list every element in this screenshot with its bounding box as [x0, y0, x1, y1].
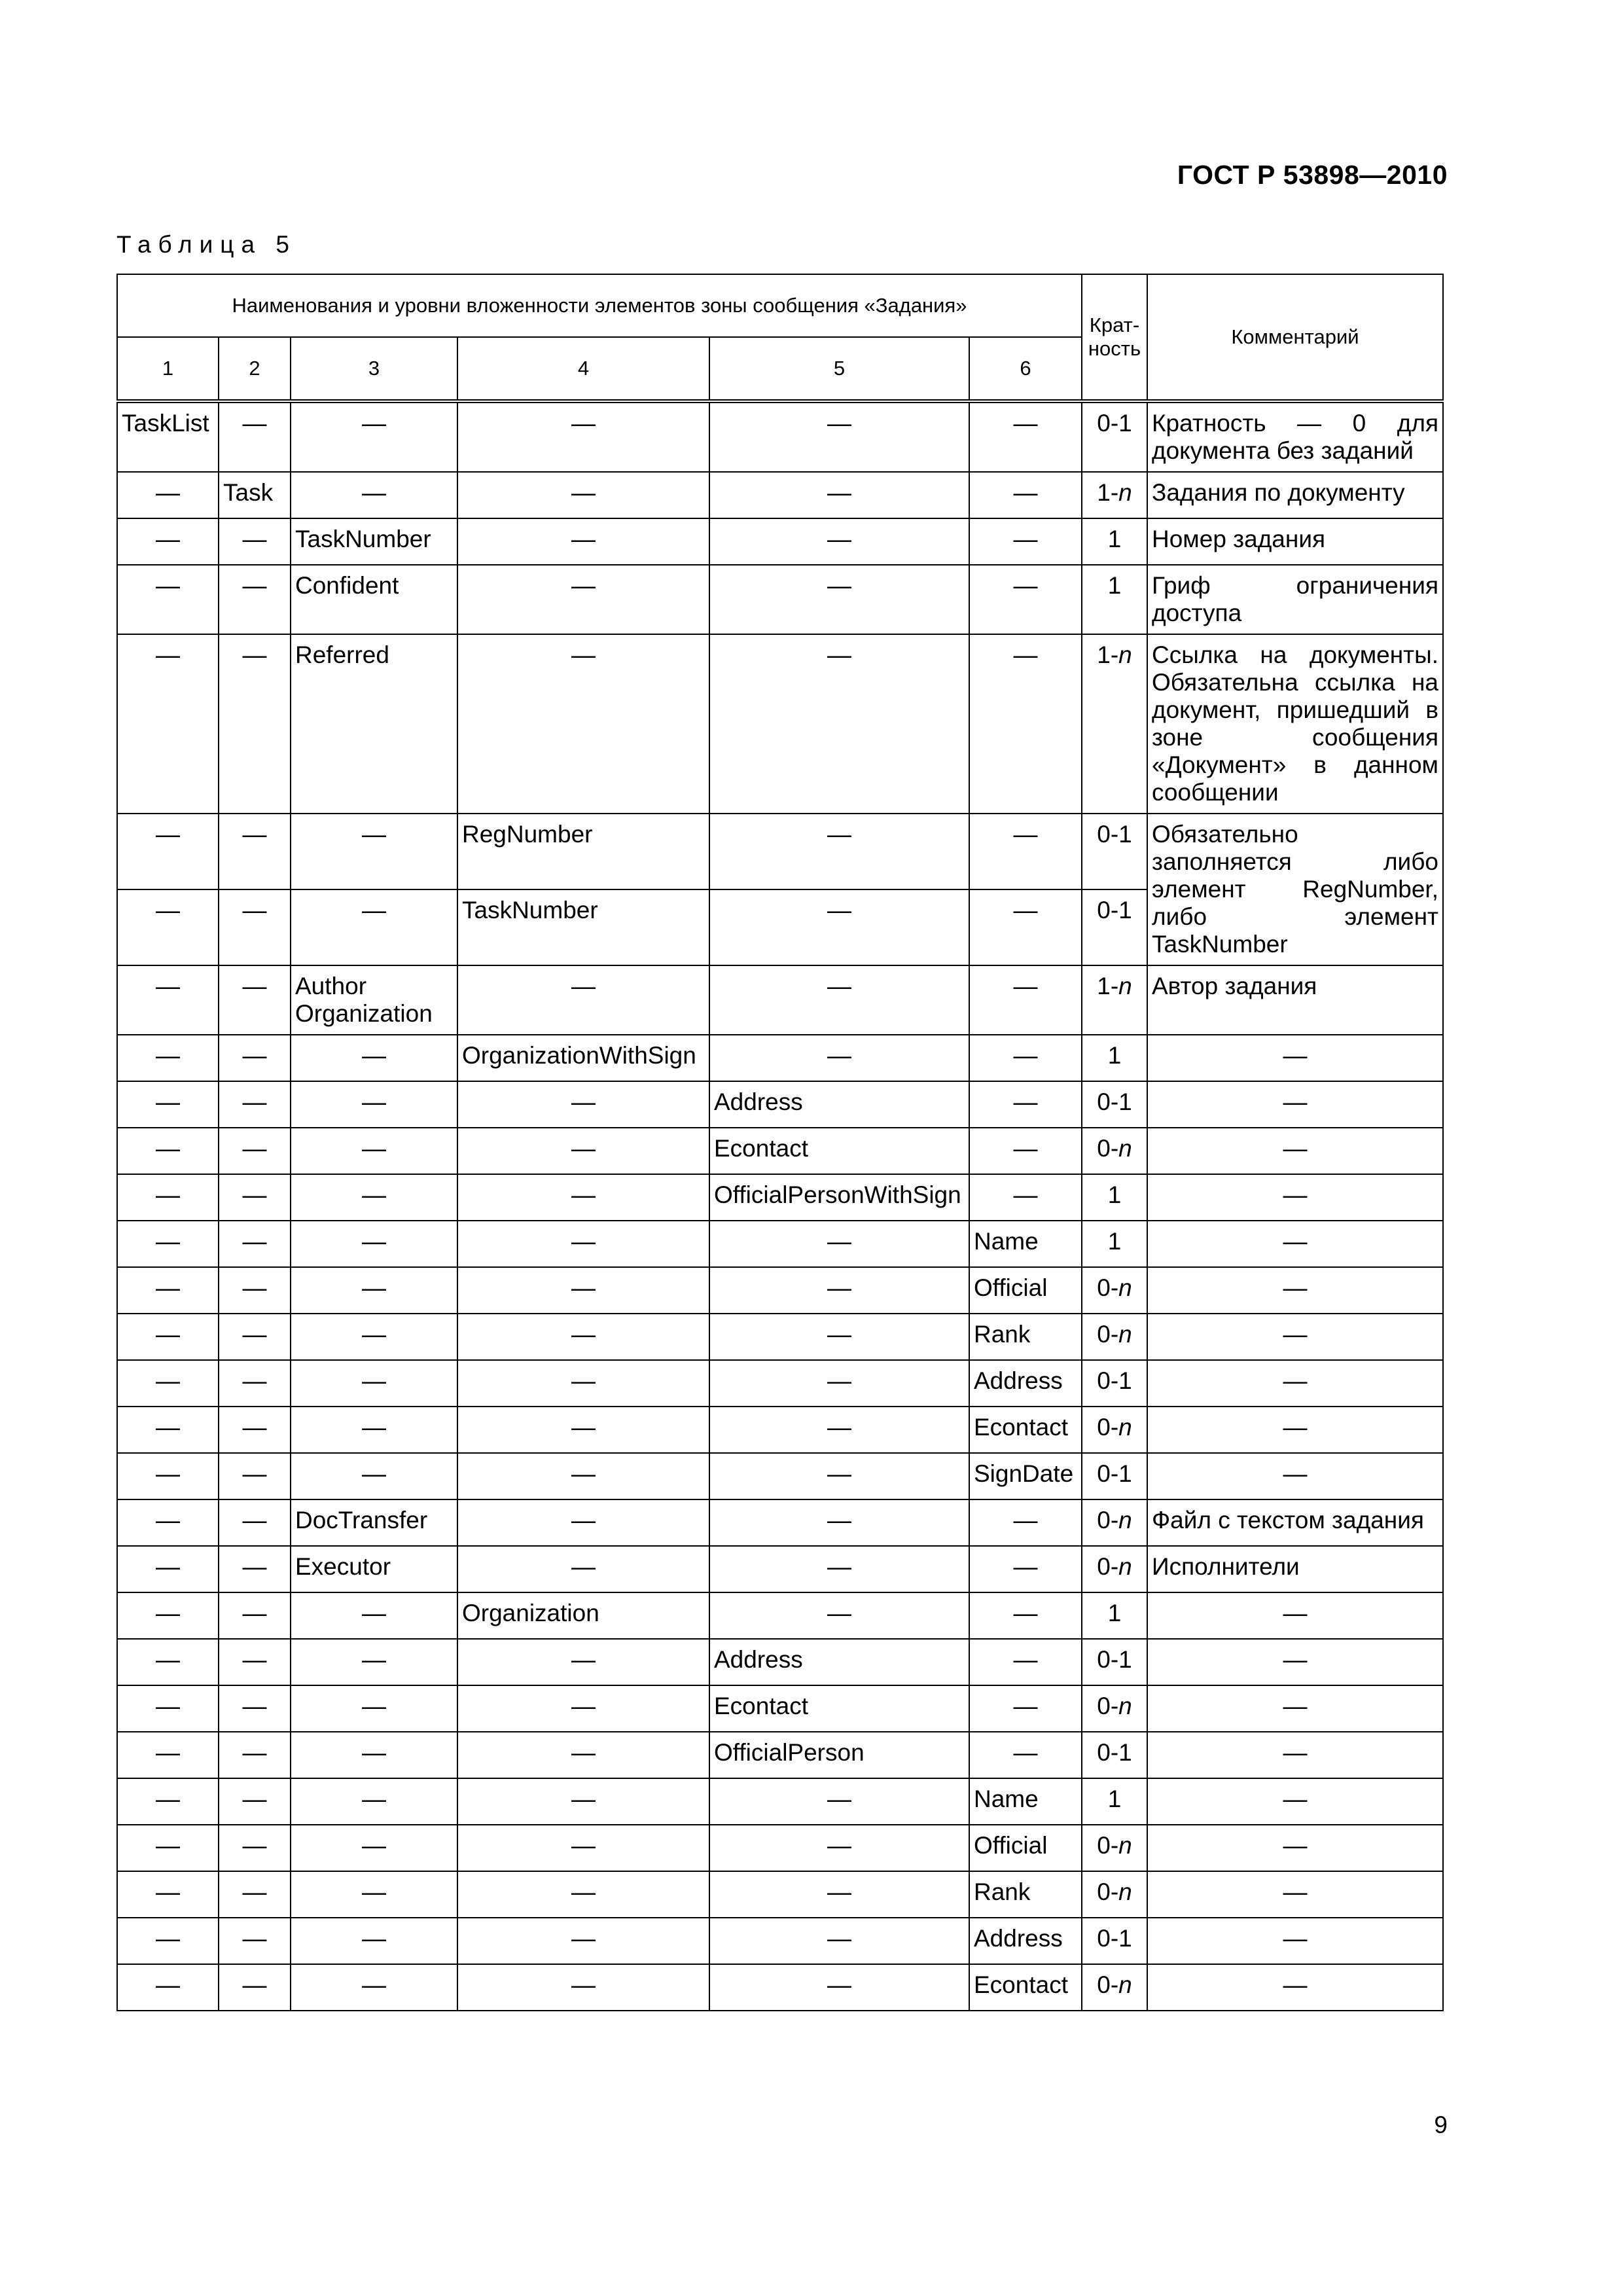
level-2-cell: —	[219, 1499, 291, 1546]
level-5-cell: OfficialPersonWithSign	[709, 1174, 969, 1221]
multiplicity-n: n	[1118, 1553, 1132, 1580]
multiplicity-cell: 1	[1082, 1174, 1147, 1221]
level-4-cell: —	[457, 1360, 709, 1407]
level-6-cell: —	[969, 814, 1082, 889]
level-6-cell: Name	[969, 1778, 1082, 1825]
table-row	[117, 634, 1443, 814]
table-row	[117, 1964, 1443, 2011]
level-4-cell: —	[457, 1964, 709, 2011]
level-1-cell: —	[117, 1825, 219, 1871]
level-4-cell: —	[457, 965, 709, 1035]
level-1-cell: —	[117, 814, 219, 889]
level-1-cell: —	[117, 1732, 219, 1778]
level-1-cell: —	[117, 1592, 219, 1639]
level-1-cell: —	[117, 565, 219, 634]
multiplicity-cell: 0-n	[1082, 1685, 1147, 1732]
level-4-cell: —	[457, 1732, 709, 1778]
level-4-cell: —	[457, 1081, 709, 1128]
multiplicity-cell: 1	[1082, 1592, 1147, 1639]
elements-table	[116, 274, 1444, 2011]
level-1-cell: —	[117, 1407, 219, 1453]
table-row	[117, 401, 1443, 472]
comment-cell: Номер задания	[1147, 518, 1443, 565]
level-6-cell: —	[969, 1685, 1082, 1732]
level-2-cell: —	[219, 1546, 291, 1592]
level-5-cell: —	[709, 1825, 969, 1871]
level-3-cell: —	[291, 1778, 457, 1825]
comment-cell: Кратность — 0 для документа без заданий	[1147, 401, 1443, 472]
level-4-cell: OrganizationWithSign	[457, 1035, 709, 1081]
comment-cell: Задания по документу	[1147, 472, 1443, 518]
level-4-cell: Organization	[457, 1592, 709, 1639]
level-6-cell: Address	[969, 1918, 1082, 1964]
level-2-cell: —	[219, 1081, 291, 1128]
multiplicity-cell: 0-1	[1082, 1732, 1147, 1778]
level-2-cell: —	[219, 889, 291, 965]
table-row	[117, 565, 1443, 634]
level-5-cell: —	[709, 1035, 969, 1081]
level-5-cell: —	[709, 472, 969, 518]
multiplicity-cell: 0-n	[1082, 1128, 1147, 1174]
level-2-cell: —	[219, 1778, 291, 1825]
level-5-cell: —	[709, 889, 969, 965]
level-6-cell: Econtact	[969, 1964, 1082, 2011]
level-1-cell: —	[117, 1964, 219, 2011]
multiplicity-cell: 0-n	[1082, 1964, 1147, 2011]
level-5-cell: —	[709, 1918, 969, 1964]
multiplicity-cell: 0-1	[1082, 1918, 1147, 1964]
comment-cell: Ссылка на документы. Обязательна ссылка на документ, пришедший в зоне сообщения «Документ» в данном сообщении	[1147, 634, 1443, 814]
comment-cell: —	[1147, 1964, 1443, 2011]
multiplicity-n: n	[1118, 641, 1132, 668]
comment-cell: —	[1147, 1407, 1443, 1453]
level-2-cell: —	[219, 1128, 291, 1174]
level-1-cell: —	[117, 472, 219, 518]
table-row	[117, 1778, 1443, 1825]
multiplicity-n: n	[1118, 1832, 1132, 1859]
level-3-cell: —	[291, 1128, 457, 1174]
table-row	[117, 1267, 1443, 1314]
level-3-cell: —	[291, 472, 457, 518]
level-6-cell: —	[969, 1592, 1082, 1639]
multiplicity-n: n	[1118, 1507, 1132, 1534]
level-2-cell: —	[219, 1453, 291, 1499]
multiplicity-n: n	[1118, 1274, 1132, 1301]
comment-cell: —	[1147, 1221, 1443, 1267]
table-row	[117, 1221, 1443, 1267]
level-6-cell: —	[969, 565, 1082, 634]
level-2-cell: —	[219, 1825, 291, 1871]
level-3-cell: —	[291, 1174, 457, 1221]
level-5-cell: —	[709, 401, 969, 472]
level-3-cell: —	[291, 1314, 457, 1360]
page-number: 9	[1434, 2111, 1448, 2138]
level-6-cell: Name	[969, 1221, 1082, 1267]
table-body	[117, 401, 1443, 2011]
level-4-cell: —	[457, 1685, 709, 1732]
level-4-cell: RegNumber	[457, 814, 709, 889]
level-6-cell: Address	[969, 1360, 1082, 1407]
level-5-cell: Address	[709, 1639, 969, 1685]
level-4-cell: —	[457, 565, 709, 634]
level-5-cell: —	[709, 518, 969, 565]
level-3-cell: —	[291, 1407, 457, 1453]
level-5-cell: —	[709, 1221, 969, 1267]
level-2-cell: —	[219, 1314, 291, 1360]
level-1-cell: TaskList	[117, 401, 219, 472]
level-5-cell: —	[709, 1314, 969, 1360]
level-4-cell: —	[457, 1453, 709, 1499]
level-3-cell: —	[291, 1825, 457, 1871]
level-6-cell: Official	[969, 1825, 1082, 1871]
table-row	[117, 1546, 1443, 1592]
table-caption: Таблица 5	[116, 231, 296, 258]
level-2-cell: —	[219, 1407, 291, 1453]
level-1-cell: —	[117, 1918, 219, 1964]
level-5-cell: —	[709, 1778, 969, 1825]
level-5-cell: —	[709, 1592, 969, 1639]
level-2-cell: —	[219, 1685, 291, 1732]
multiplicity-n: n	[1118, 1135, 1132, 1162]
level-2-cell: —	[219, 1592, 291, 1639]
level-3-cell: —	[291, 1964, 457, 2011]
level-4-cell: —	[457, 1778, 709, 1825]
level-6-cell: —	[969, 1499, 1082, 1546]
table-row	[117, 1825, 1443, 1871]
multiplicity-n: n	[1118, 1693, 1132, 1719]
level-3-cell: —	[291, 1918, 457, 1964]
level-2-cell: —	[219, 518, 291, 565]
table-row	[117, 1499, 1443, 1546]
multiplicity-cell: 1	[1082, 565, 1147, 634]
multiplicity-n: n	[1118, 1414, 1132, 1441]
table-row	[117, 1918, 1443, 1964]
level-3-cell: Executor	[291, 1546, 457, 1592]
table-row	[117, 518, 1443, 565]
table-row	[117, 1314, 1443, 1360]
comment-cell: —	[1147, 1314, 1443, 1360]
level-1-cell: —	[117, 1360, 219, 1407]
multiplicity-cell: 0-1	[1082, 1081, 1147, 1128]
level-1-cell: —	[117, 1639, 219, 1685]
level-6-cell: —	[969, 1174, 1082, 1221]
comment-cell: —	[1147, 1081, 1443, 1128]
multiplicity-cell: 1	[1082, 1035, 1147, 1081]
level-6-cell: —	[969, 518, 1082, 565]
level-1-cell: —	[117, 1453, 219, 1499]
level-2-cell: —	[219, 565, 291, 634]
multiplicity-n: n	[1118, 479, 1132, 506]
multiplicity-cell: 1-n	[1082, 965, 1147, 1035]
level-1-cell: —	[117, 1174, 219, 1221]
comment-cell: —	[1147, 1592, 1443, 1639]
level-6-cell: —	[969, 401, 1082, 472]
group-header: Наименования и уровни вложенности элементов зоны сообщения «Задания»	[117, 274, 1082, 337]
level-5-cell: —	[709, 1499, 969, 1546]
multiplicity-cell: 0-n	[1082, 1871, 1147, 1918]
level-3-cell: —	[291, 1639, 457, 1685]
comment-cell: —	[1147, 1035, 1443, 1081]
level-1-cell: —	[117, 889, 219, 965]
level-5-cell: —	[709, 1267, 969, 1314]
level-1-cell: —	[117, 518, 219, 565]
multiplicity-cell: 1	[1082, 518, 1147, 565]
level-header: 1	[117, 337, 219, 401]
multiplicity-cell: 0-n	[1082, 1314, 1147, 1360]
multiplicity-cell: 1-n	[1082, 472, 1147, 518]
multiplicity-cell: 0-n	[1082, 1825, 1147, 1871]
level-1-cell: —	[117, 1685, 219, 1732]
multiplicity-cell: 1-n	[1082, 634, 1147, 814]
level-3-cell: —	[291, 1360, 457, 1407]
level-1-cell: —	[117, 965, 219, 1035]
level-1-cell: —	[117, 1267, 219, 1314]
multiplicity-header	[1082, 274, 1147, 401]
multiplicity-header-line1: Крат-	[1089, 314, 1140, 336]
level-1-cell: —	[117, 1128, 219, 1174]
multiplicity-cell: 0-1	[1082, 1360, 1147, 1407]
level-6-cell: —	[969, 1546, 1082, 1592]
level-1-cell: —	[117, 1778, 219, 1825]
table-row	[117, 1407, 1443, 1453]
level-4-cell: —	[457, 1546, 709, 1592]
level-6-cell: —	[969, 1035, 1082, 1081]
level-3-cell: —	[291, 1221, 457, 1267]
multiplicity-n: n	[1118, 1971, 1132, 1998]
multiplicity-header-line2: ность	[1088, 337, 1141, 360]
multiplicity-n: n	[1118, 1878, 1132, 1905]
level-4-cell: —	[457, 518, 709, 565]
level-6-cell: —	[969, 889, 1082, 965]
multiplicity-cell: 1	[1082, 1221, 1147, 1267]
level-header: 2	[219, 337, 291, 401]
level-2-cell: —	[219, 1174, 291, 1221]
level-2-cell: —	[219, 1221, 291, 1267]
level-5-cell: —	[709, 965, 969, 1035]
level-6-cell: —	[969, 472, 1082, 518]
level-2-cell: —	[219, 1639, 291, 1685]
level-header: 5	[709, 337, 969, 401]
multiplicity-n: n	[1118, 973, 1132, 999]
table-row	[117, 1360, 1443, 1407]
level-4-cell: —	[457, 634, 709, 814]
table-row	[117, 1871, 1443, 1918]
comment-cell: —	[1147, 1685, 1443, 1732]
level-2-cell: —	[219, 814, 291, 889]
multiplicity-cell: 0-1	[1082, 1453, 1147, 1499]
level-3-cell: Referred	[291, 634, 457, 814]
multiplicity-cell: 0-n	[1082, 1499, 1147, 1546]
multiplicity-cell: 0-1	[1082, 1639, 1147, 1685]
comment-cell: Обязательно заполняется либо элемент RegNumber, либо элемент TaskNumber	[1147, 814, 1443, 965]
comment-cell: —	[1147, 1360, 1443, 1407]
table-row	[117, 1592, 1443, 1639]
level-header: 3	[291, 337, 457, 401]
level-3-cell: DocTransfer	[291, 1499, 457, 1546]
level-4-cell: —	[457, 1174, 709, 1221]
level-5-cell: Econtact	[709, 1128, 969, 1174]
level-4-cell: —	[457, 1221, 709, 1267]
level-5-cell: —	[709, 1407, 969, 1453]
level-2-cell: —	[219, 1360, 291, 1407]
level-3-cell: —	[291, 1685, 457, 1732]
level-4-cell: —	[457, 401, 709, 472]
level-3-cell: —	[291, 1871, 457, 1918]
multiplicity-cell: 0-1	[1082, 401, 1147, 472]
level-1-cell: —	[117, 1221, 219, 1267]
level-3-cell: Confident	[291, 565, 457, 634]
level-5-cell: —	[709, 1453, 969, 1499]
level-6-cell: —	[969, 965, 1082, 1035]
level-1-cell: —	[117, 1546, 219, 1592]
comment-cell: —	[1147, 1128, 1443, 1174]
level-5-cell: —	[709, 1964, 969, 2011]
multiplicity-n: n	[1118, 1321, 1132, 1348]
level-4-cell: TaskNumber	[457, 889, 709, 965]
comment-cell: Гриф ограничения доступа	[1147, 565, 1443, 634]
level-5-cell: OfficialPerson	[709, 1732, 969, 1778]
comment-cell: —	[1147, 1778, 1443, 1825]
multiplicity-cell: 1	[1082, 1778, 1147, 1825]
multiplicity-cell: 0-n	[1082, 1407, 1147, 1453]
level-4-cell: —	[457, 1871, 709, 1918]
standard-designation: ГОСТ Р 53898—2010	[1177, 160, 1448, 190]
table-row	[117, 1081, 1443, 1128]
level-3-cell: —	[291, 1081, 457, 1128]
level-5-cell: Econtact	[709, 1685, 969, 1732]
level-3-cell: —	[291, 1453, 457, 1499]
table-row	[117, 1453, 1443, 1499]
level-3-cell: TaskNumber	[291, 518, 457, 565]
table-row	[117, 814, 1443, 889]
level-4-cell: —	[457, 1407, 709, 1453]
table-row	[117, 1035, 1443, 1081]
level-2-cell: —	[219, 634, 291, 814]
level-4-cell: —	[457, 1499, 709, 1546]
level-1-cell: —	[117, 1081, 219, 1128]
level-2-cell: —	[219, 1918, 291, 1964]
level-1-cell: —	[117, 1314, 219, 1360]
level-6-cell: —	[969, 1639, 1082, 1685]
level-header: 4	[457, 337, 709, 401]
level-6-cell: Rank	[969, 1314, 1082, 1360]
comment-cell: —	[1147, 1871, 1443, 1918]
level-3-cell: —	[291, 1732, 457, 1778]
level-2-cell: —	[219, 1732, 291, 1778]
level-4-cell: —	[457, 1128, 709, 1174]
level-3-cell: —	[291, 401, 457, 472]
multiplicity-cell: 0-n	[1082, 1267, 1147, 1314]
level-5-cell: —	[709, 634, 969, 814]
level-3-cell: Author Organization	[291, 965, 457, 1035]
comment-cell: —	[1147, 1918, 1443, 1964]
table-row	[117, 1128, 1443, 1174]
level-2-cell: —	[219, 965, 291, 1035]
level-2-cell: —	[219, 401, 291, 472]
comment-cell: —	[1147, 1453, 1443, 1499]
level-2-cell: —	[219, 1964, 291, 2011]
level-5-cell: —	[709, 1546, 969, 1592]
comment-cell: —	[1147, 1174, 1443, 1221]
comment-cell: Исполнители	[1147, 1546, 1443, 1592]
level-6-cell: Rank	[969, 1871, 1082, 1918]
level-4-cell: —	[457, 472, 709, 518]
level-5-cell: —	[709, 1360, 969, 1407]
level-6-cell: —	[969, 634, 1082, 814]
level-5-cell: —	[709, 814, 969, 889]
level-6-cell: Official	[969, 1267, 1082, 1314]
comment-cell: Файл с текстом задания	[1147, 1499, 1443, 1546]
level-6-cell: SignDate	[969, 1453, 1082, 1499]
comment-cell: —	[1147, 1825, 1443, 1871]
level-6-cell: —	[969, 1081, 1082, 1128]
table-row	[117, 1174, 1443, 1221]
level-6-cell: Econtact	[969, 1407, 1082, 1453]
level-1-cell: —	[117, 1871, 219, 1918]
level-header: 6	[969, 337, 1082, 401]
level-5-cell: —	[709, 565, 969, 634]
level-1-cell: —	[117, 634, 219, 814]
level-2-cell: Task	[219, 472, 291, 518]
table-row	[117, 472, 1443, 518]
level-6-cell: —	[969, 1732, 1082, 1778]
level-5-cell: —	[709, 1871, 969, 1918]
table-row	[117, 965, 1443, 1035]
level-3-cell: —	[291, 814, 457, 889]
level-4-cell: —	[457, 1267, 709, 1314]
level-4-cell: —	[457, 1825, 709, 1871]
level-4-cell: —	[457, 1639, 709, 1685]
multiplicity-cell: 0-1	[1082, 889, 1147, 965]
table-row	[117, 1639, 1443, 1685]
multiplicity-cell: 0-n	[1082, 1546, 1147, 1592]
level-1-cell: —	[117, 1499, 219, 1546]
level-6-cell: —	[969, 1128, 1082, 1174]
level-1-cell: —	[117, 1035, 219, 1081]
comment-cell: —	[1147, 1732, 1443, 1778]
level-2-cell: —	[219, 1035, 291, 1081]
comment-cell: Автор задания	[1147, 965, 1443, 1035]
level-4-cell: —	[457, 1314, 709, 1360]
level-3-cell: —	[291, 889, 457, 965]
table-row	[117, 1732, 1443, 1778]
table-row	[117, 1685, 1443, 1732]
level-4-cell: —	[457, 1918, 709, 1964]
comment-cell: —	[1147, 1267, 1443, 1314]
comment-cell: —	[1147, 1639, 1443, 1685]
level-2-cell: —	[219, 1871, 291, 1918]
multiplicity-cell: 0-1	[1082, 814, 1147, 889]
level-5-cell: Address	[709, 1081, 969, 1128]
level-3-cell: —	[291, 1035, 457, 1081]
comment-header: Комментарий	[1147, 274, 1443, 401]
level-2-cell: —	[219, 1267, 291, 1314]
level-3-cell: —	[291, 1267, 457, 1314]
level-3-cell: —	[291, 1592, 457, 1639]
